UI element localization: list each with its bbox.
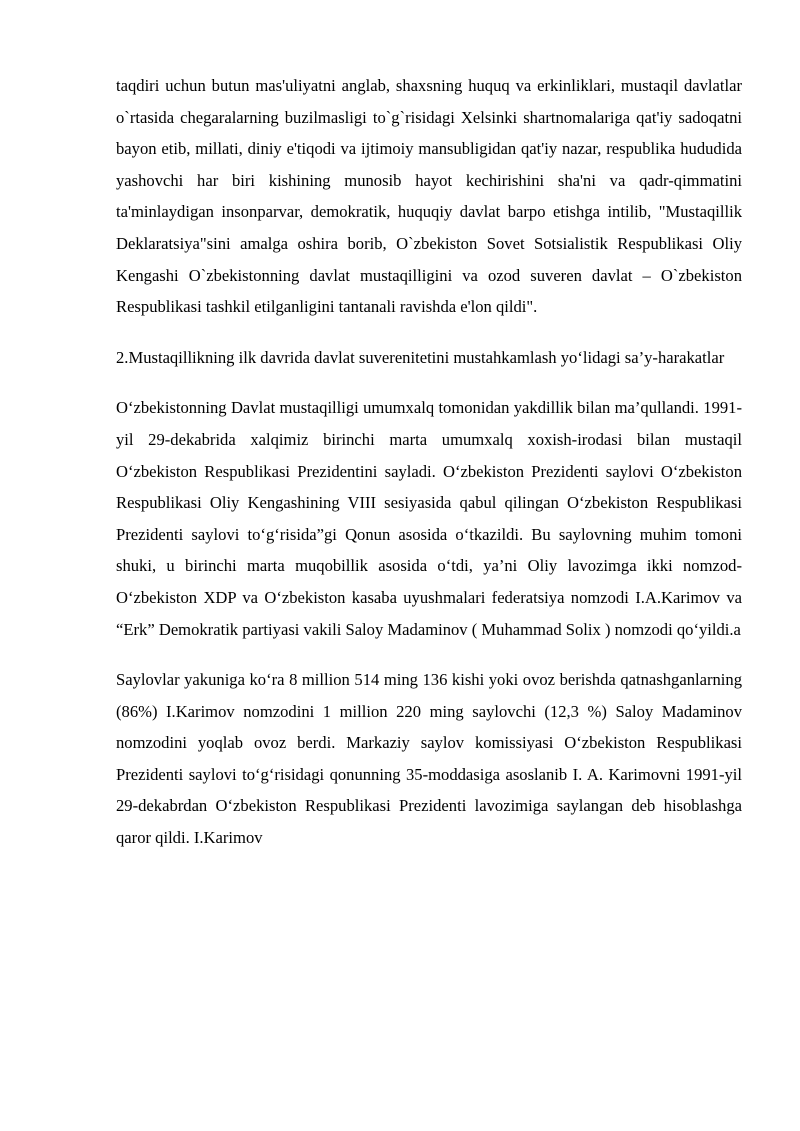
section-heading-sovereignty-efforts: 2.Mustaqillikning ilk davrida davlat suverenitetini mustahkamlash yo‘lidagi sa’y-harakatlar xyxy=(116,347,725,367)
paragraph-declaration-continuation: taqdiri uchun butun mas'uliyatni anglab, shaxsning huquq va erkinliklari, mustaqil davlatlar o`rtasida chegaralarning buzilmasligi to`g`risidagi Xelsinki shartnomalariga qat'iy sadoqatni bayon etib, millati, diniy e'tiqodi va ijtimoiy mansubligidan qat'iy nazar, respublika hududida yashovchi har biri kishining munosib hayot kechirishini sha'ni va qadr-qimmatini ta'minlaydigan insonparvar, demokratik, huquqiy davlat barpo etishga intilib, "Mustaqillik Deklaratsiya"sini amalga oshira borib, O`zbekiston Sovet Sotsialistik Respublikasi Oliy Kengashi O`zbekistonning davlat mustaqilligini va ozod suveren davlat – O`zbekiston Respublikasi tashkil etilganligini tantanali ravishda e'lon qildi". xyxy=(116,76,742,317)
document-page xyxy=(116,70,742,854)
paragraph-election-results: Saylovlar yakuniga ko‘ra 8 million 514 ming 136 kishi yoki ovoz berishda qatnashganlarning (86%) I.Karimov nomzodini 1 million 220 ming saylovchi (12,3 %) Saloy Madaminov nomzodini yoqlab ovoz berdi. Markaziy saylov komissiyasi O‘zbekiston Respublikasi Prezidenti saylovi to‘g‘risidagi qonunning 35-moddasiga asoslanib I. A. Karimovni 1991-yil 29-dekabrdan O‘zbekiston Respublikasi Prezidenti lavozimiga saylangan deb hisoblashga qaror qildi. I.Karimov xyxy=(116,670,742,848)
paragraph-presidential-election: O‘zbekistonning Davlat mustaqilligi umumxalq tomonidan yakdillik bilan ma’qullandi. 1991-yil 29-dekabrida xalqimiz birinchi marta umumxalq xoxish-irodasi bilan mustaqil O‘zbekiston Respublikasi Prezidentini sayladi. O‘zbekiston Prezidenti saylovi O‘zbekiston Respublikasi Oliy Kengashining VIII sesiyasida qabul qilingan O‘zbekiston Respublikasi Prezidenti saylovi to‘g‘risida”gi Qonun asosida o‘tkazildi. Bu saylovning muhim tomoni shuki, u birinchi marta muqobillik asosida o‘tdi, ya’ni Oliy lavozimga ikki nomzod- O‘zbekiston XDP va O‘zbekiston kasaba uyushmalari federatsiya nomzodi I.A.Karimov va “Erk” Demokratik partiyasi vakili Saloy Madaminov ( Muhammad Solix ) nomzodi qo‘yildi.a xyxy=(116,398,742,639)
